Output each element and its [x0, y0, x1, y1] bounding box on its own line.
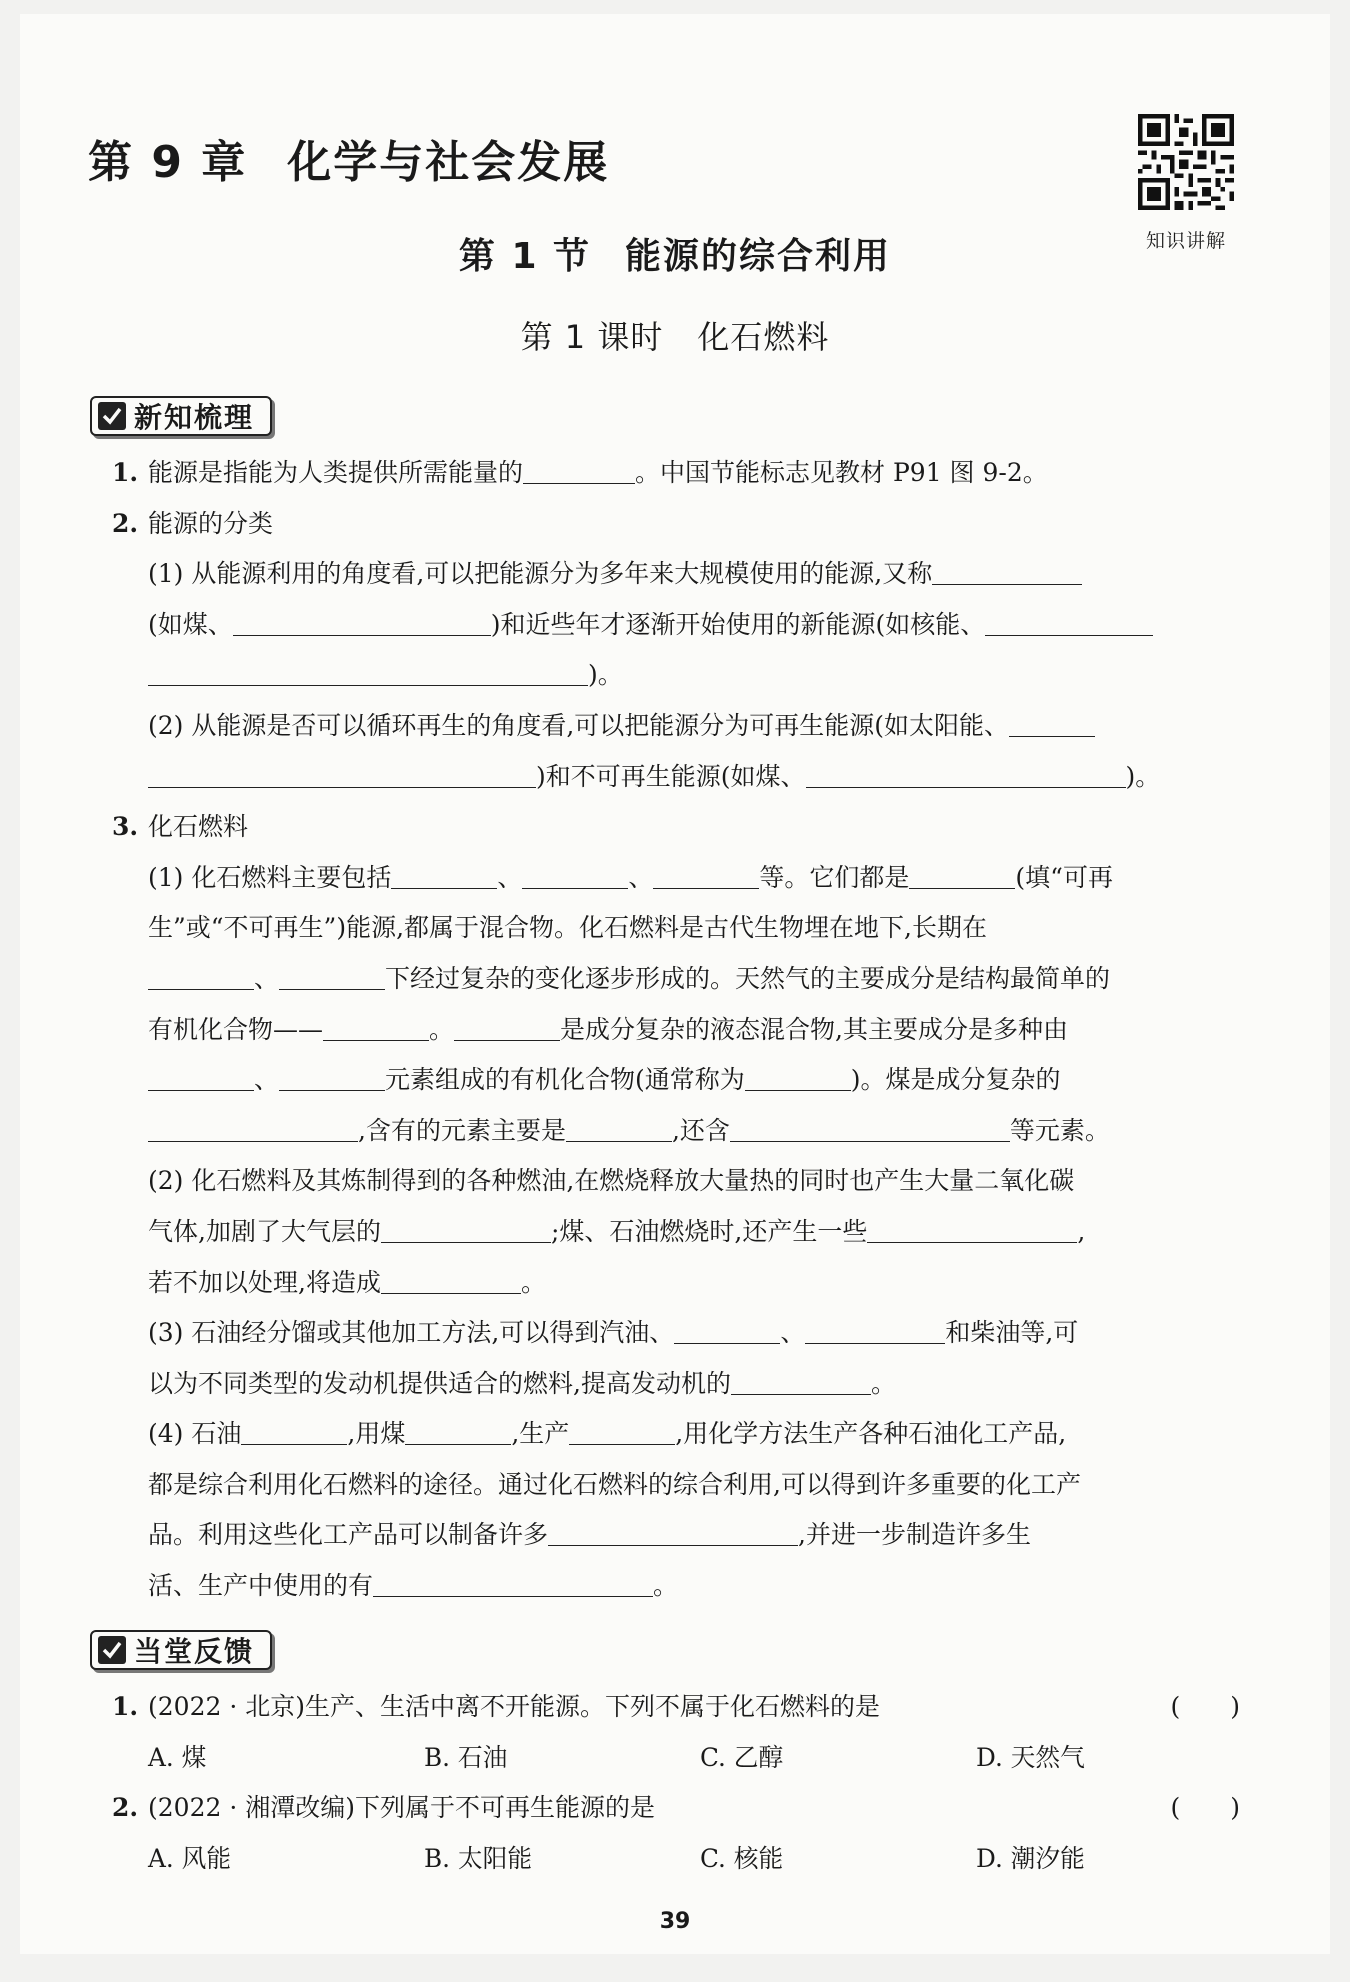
- answer-blank[interactable]: [405, 1443, 511, 1445]
- feedback-question-2-options: [112, 1834, 1240, 1885]
- answer-blank[interactable]: [569, 1443, 675, 1445]
- answer-blank[interactable]: [523, 482, 635, 484]
- qr-code-icon[interactable]: [1138, 114, 1234, 210]
- option-d[interactable]: D. 潮汐能: [976, 1843, 1085, 1873]
- answer-blank[interactable]: [731, 1393, 871, 1395]
- lesson-title: 第 1 课时 化石燃料: [520, 318, 830, 356]
- answer-blank[interactable]: [1009, 735, 1095, 737]
- option-b[interactable]: B. 石油: [424, 1742, 508, 1772]
- section-badge-class-feedback: [90, 1630, 272, 1670]
- answer-paren[interactable]: ( ): [1170, 1793, 1240, 1823]
- answer-blank[interactable]: [548, 1544, 798, 1546]
- answer-blank[interactable]: [148, 988, 254, 990]
- answer-blank[interactable]: [867, 1241, 1077, 1243]
- answer-blank[interactable]: [148, 1089, 254, 1091]
- question-2-1: (1) 从能源利用的角度看,可以把能源分为多年来大规模使用的能源,又称: [112, 549, 1240, 600]
- option-d[interactable]: D. 天然气: [976, 1742, 1085, 1772]
- question-3-4: (4) 石油 ,用煤 ,生产 ,用化学方法生产各种石油化工产品,: [148, 1419, 1067, 1449]
- question-2-2: (2) 从能源是否可以循环再生的角度看,可以把能源分为可再生能源(如太阳能、: [112, 701, 1240, 752]
- answer-blank[interactable]: [381, 1292, 521, 1294]
- feedback-question-1: 1. (2022 · 北京)生产、生活中离不开能源。下列不属于化石燃料的是 ( ): [112, 1682, 1240, 1733]
- chapter-title: 第 9 章 化学与社会发展: [88, 137, 610, 188]
- question-3-2: (2) 化石燃料及其炼制得到的各种燃油,在燃烧释放大量热的同时也产生大量二氧化碳: [148, 1166, 1075, 1196]
- answer-blank[interactable]: [323, 1039, 429, 1041]
- checkmark-icon: [98, 1636, 126, 1664]
- answer-blank[interactable]: [373, 1595, 653, 1597]
- option-a[interactable]: A. 煤: [148, 1742, 207, 1772]
- feedback-section: [112, 1682, 1240, 1884]
- answer-blank[interactable]: [241, 1443, 347, 1445]
- answer-blank[interactable]: [233, 634, 491, 636]
- answer-blank[interactable]: [391, 887, 497, 889]
- section-badge-new-knowledge: [90, 396, 272, 436]
- option-c[interactable]: C. 核能: [700, 1843, 784, 1873]
- question-3-1: (1) 化石燃料主要包括 、 、 等。它们都是 (填“可再: [148, 862, 1113, 892]
- feedback-question-1-options: [112, 1733, 1240, 1784]
- answer-blank[interactable]: [805, 1342, 945, 1344]
- question-3-3: (3) 石油经分馏或其他加工方法,可以得到汽油、 、 和柴油等,可: [148, 1318, 1079, 1348]
- badge-label: 新知梳理: [134, 401, 255, 434]
- page-number: 39: [659, 1909, 691, 1934]
- badge-label: 当堂反馈: [134, 1635, 255, 1668]
- answer-blank[interactable]: [985, 634, 1153, 636]
- answer-blank[interactable]: [454, 1039, 560, 1041]
- answer-paren[interactable]: ( ): [1170, 1692, 1240, 1721]
- answer-blank[interactable]: [745, 1089, 851, 1091]
- option-b[interactable]: B. 太阳能: [424, 1843, 533, 1873]
- section-title: 第 1 节 能源的综合利用: [458, 236, 892, 277]
- question-1: 1. 能源是指能为人类提供所需能量的 。中国节能标志见教材 P91 图 9-2。: [112, 458, 1048, 487]
- answer-blank[interactable]: [148, 684, 588, 686]
- answer-blank[interactable]: [653, 887, 759, 889]
- answer-blank[interactable]: [279, 988, 385, 990]
- answer-blank[interactable]: [909, 887, 1015, 889]
- answer-blank[interactable]: [674, 1342, 780, 1344]
- answer-blank[interactable]: [381, 1241, 551, 1243]
- option-a[interactable]: A. 风能: [148, 1843, 232, 1873]
- qr-label: 知识讲解: [1145, 230, 1226, 252]
- answer-blank[interactable]: [806, 786, 1126, 788]
- answer-blank[interactable]: [730, 1140, 1010, 1142]
- answer-blank[interactable]: [932, 583, 1082, 585]
- feedback-question-2: 2. (2022 · 湘潭改编)下列属于不可再生能源的是 ( ): [112, 1783, 1240, 1834]
- answer-blank[interactable]: [522, 887, 628, 889]
- answer-blank[interactable]: [279, 1089, 385, 1091]
- knowledge-section: 1. 能源是指能为人类提供所需能量的 。中国节能标志见教材 P91 图 9-2。 2. 能源的分类 (1) 从能源利用的角度看,可以把能源分为多年来大规模使用的能源,又称 (如煤、 )和近些年才逐渐开始使用的新能源(如核能、 )。 (2) 从能源是否可以循环再生的角度看,可以把能源分为可再生能源(如太阳能、 )和不可再生能源(如煤、 )。 3. 化石燃料 (1) 化石燃料主要包括 、 、 等。它们都是 (填“可再 生”或“不可再生”)能源,都属于混合物。化石燃料是古代生物埋在地下,长期在 、 下经过复杂的变化逐步形成的。天然气的主要成分是结构最简单的 有机化合物—— 。 是成分复杂的液态混合物,其主要成分是多种由 、 元素组成的有机化合物(通常称为 )。煤是成分复杂的 ,含有的元素主要是 ,还含 等元素。 (2) 化石燃料及其炼制得到的各种燃油,在燃烧释放大量热的同时也产生大量二氧化碳 气体,加剧了大气层的 ;煤、石油燃烧时,还产生一些 , 若不加以处理,将造成 。 (3) 石油经分馏或其他加工方法,可以得到汽油、 、 和柴油等,可 以为不同类型的发动机提供适合的燃料,提高发动机的 。 (4) 石油 ,用煤 ,生产 ,用化学方法生产各种石油化工产品, 都是综合利用化石燃料的途径。通过化石燃料的综合利用,可以得到许多重要的化工产 品。利用这些化工产品可以制备许多 ,并进一步制造许多生 活、生产中使用的有 。: [112, 448, 1240, 1612]
- question-3: 3. 化石燃料: [112, 812, 249, 842]
- checkmark-icon: [98, 402, 126, 430]
- answer-blank[interactable]: [148, 1140, 358, 1142]
- answer-blank[interactable]: [566, 1140, 672, 1142]
- answer-blank[interactable]: [148, 786, 536, 788]
- question-2: 2. 能源的分类: [112, 508, 274, 538]
- option-c[interactable]: C. 乙醇: [700, 1742, 784, 1772]
- workbook-page: [20, 14, 1330, 1954]
